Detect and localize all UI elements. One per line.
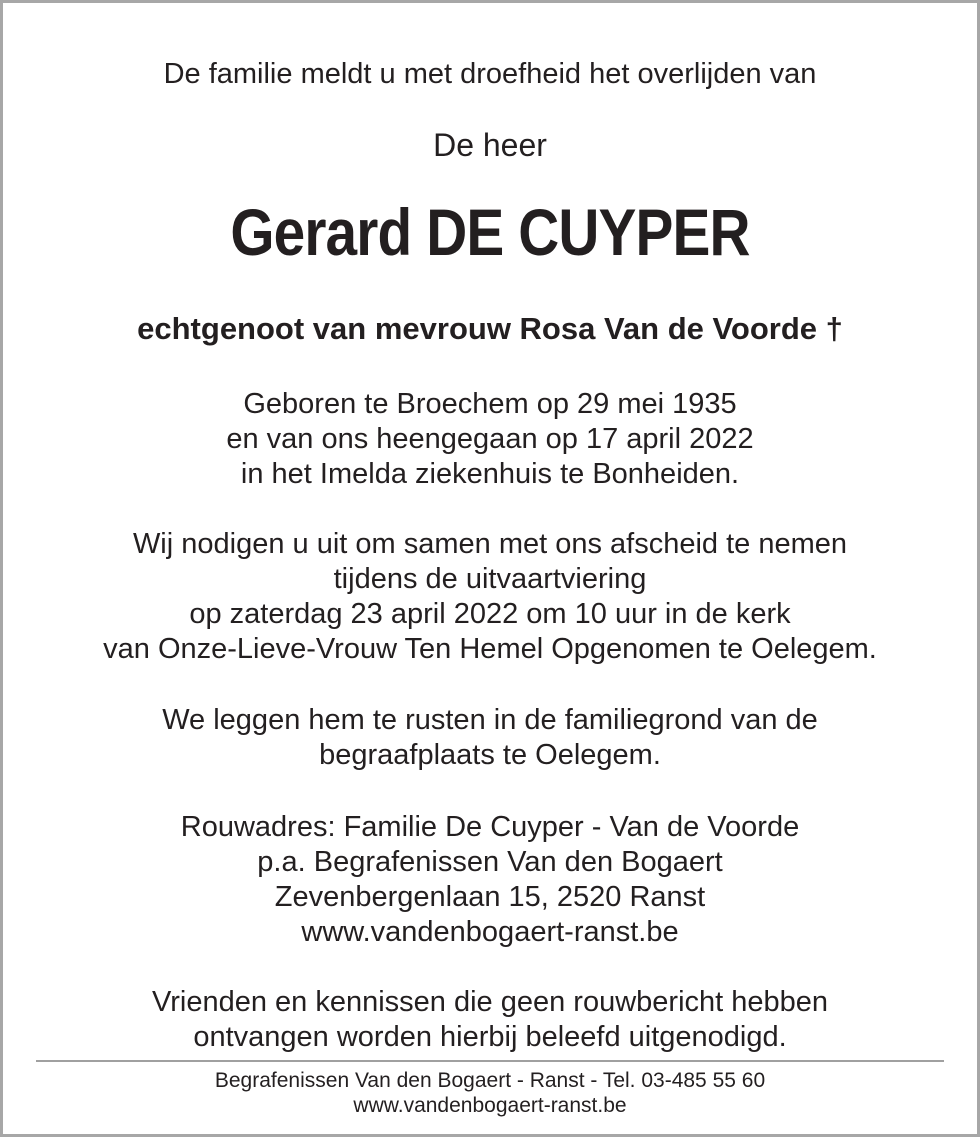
invitation-line: tijdens de uitvaartviering <box>333 563 647 595</box>
burial-line: We leggen hem te rusten in de familiegrond van de <box>162 704 818 736</box>
invitation-line: Wij nodigen u uit om samen met ons afscheid te nemen <box>132 528 848 560</box>
friends-line: Vrienden en kennissen die geen rouwbericht hebben <box>151 986 829 1018</box>
announcement-intro: De familie meldt u met droefheid het overlijden van <box>163 58 817 90</box>
address-line: p.a. Begrafenissen Van den Bogaert <box>257 846 723 878</box>
birth-and-death-details <box>3 387 977 492</box>
address-line: Zevenbergenlaan 15, 2520 Ranst <box>274 881 706 913</box>
invitation-line: op zaterdag 23 april 2022 om 10 uur in de kerk <box>189 598 791 630</box>
condolence-address <box>3 810 977 950</box>
burial-details <box>3 703 977 773</box>
friends-invitation <box>3 985 977 1055</box>
address-line: Rouwadres: Familie De Cuyper - Van de Voorde <box>180 811 800 843</box>
invitation-line: van Onze-Lieve-Vrouw Ten Hemel Opgenomen te Oelegem. <box>103 633 877 665</box>
death-date-line: en van ons heengegaan op 17 april 2022 <box>226 423 754 455</box>
funeral-home-contact: Begrafenissen Van den Bogaert - Ranst - Tel. 03-485 55 60 <box>214 1069 766 1092</box>
honorific: De heer <box>433 127 547 163</box>
birth-line: Geboren te Broechem op 29 mei 1935 <box>243 388 737 420</box>
spouse-line: echtgenoot van mevrouw Rosa Van de Voorde † <box>137 311 843 346</box>
funeral-invitation <box>3 527 977 667</box>
address-website: www.vandenbogaert-ranst.be <box>301 916 679 948</box>
burial-line: begraafplaats te Oelegem. <box>319 739 661 771</box>
death-place-line: in het Imelda ziekenhuis te Bonheiden. <box>240 458 740 490</box>
funeral-home-website: www.vandenbogaert-ranst.be <box>353 1094 627 1117</box>
footer-divider <box>36 1060 944 1062</box>
deceased-name: Gerard DE CUYPER <box>230 195 750 269</box>
friends-line: ontvangen worden hierbij beleefd uitgenodigd. <box>193 1021 787 1053</box>
